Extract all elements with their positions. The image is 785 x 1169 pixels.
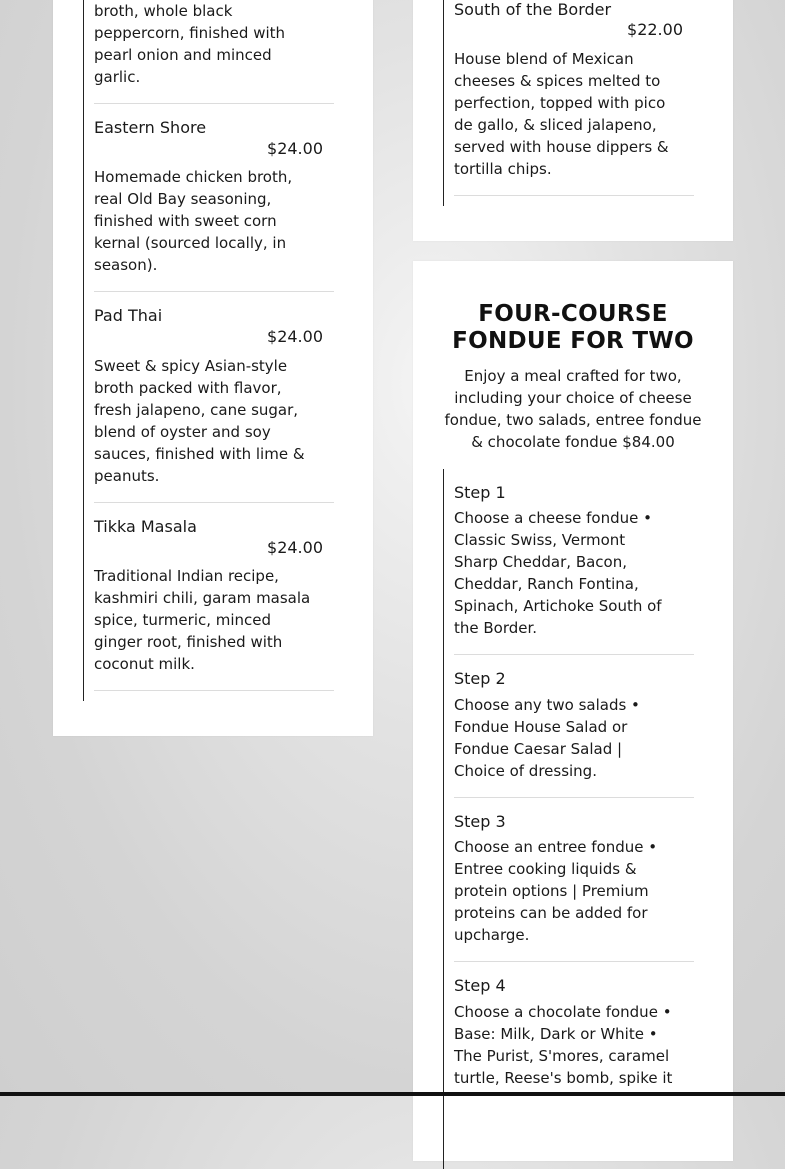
- vertical-rule: [443, 469, 444, 1169]
- menu-card-left: [53, 0, 373, 736]
- fondue-step: [454, 483, 694, 653]
- divider: [454, 797, 694, 798]
- item-price: $24.00: [267, 327, 323, 346]
- item-description: Sweet & spicy Asian-style broth packed with flavor, fresh jalapeno, cane sugar, blend of oyster and soy sauces, finished with lime & peanuts.: [94, 357, 305, 485]
- item-description: Homemade chicken broth, real Old Bay seasoning, finished with sweet corn kernal (sourced locally, in season).: [94, 168, 293, 274]
- divider: [94, 690, 334, 691]
- divider: [94, 103, 334, 104]
- vertical-rule: [443, 0, 444, 206]
- item-price: $22.00: [627, 20, 683, 39]
- menu-item: [94, 118, 334, 274]
- fondue-step: [454, 976, 694, 1106]
- divider: [454, 195, 694, 196]
- divider: [454, 961, 694, 962]
- fondue-step: [454, 669, 694, 789]
- menu-item: [94, 306, 334, 485]
- divider: [94, 291, 334, 292]
- fondue-intro: Enjoy a meal crafted for two, including your choice of cheese fondue, two salads, entree fondue & chocolate fondue $84.00: [444, 367, 702, 451]
- step-description: Choose a chocolate fondue • Base: Milk, Dark or White • The Purist, S'mores, caramel turtle, Reese's bomb, spike it: [454, 1003, 673, 1087]
- fondue-title-line2: FONDUE FOR TWO: [452, 328, 694, 354]
- step-title: Step 3: [454, 812, 506, 831]
- divider: [454, 654, 694, 655]
- menu-item: [94, 517, 334, 673]
- step-title: Step 4: [454, 976, 506, 995]
- item-description: broth, whole black peppercorn, finished with pearl onion and minced garlic.: [94, 2, 286, 86]
- fondue-for-two-card: [413, 261, 733, 1161]
- item-name: Pad Thai: [94, 306, 163, 325]
- step-title: Step 1: [454, 483, 506, 502]
- bottom-edge-bar: [0, 1092, 785, 1096]
- step-description: Choose a cheese fondue • Classic Swiss, Vermont Sharp Cheddar, Bacon, Cheddar, Ranch Fontina, Spinach, Artichoke South of the Border.: [454, 509, 662, 637]
- menu-item-partial: [94, 0, 334, 88]
- divider: [94, 502, 334, 503]
- menu-item: [454, 0, 694, 180]
- item-name: Eastern Shore: [94, 118, 207, 137]
- item-name: South of the Border: [454, 0, 612, 19]
- fondue-step: [454, 812, 694, 952]
- menu-card-right-top: [413, 0, 733, 241]
- step-description: Choose any two salads • Fondue House Salad or Fondue Caesar Salad | Choice of dressing.: [454, 696, 640, 780]
- item-description: House blend of Mexican cheeses & spices melted to perfection, topped with pico de gallo, & sliced jalapeno, served with house dippers & tortilla chips.: [454, 50, 669, 178]
- fondue-title-line1: FOUR-COURSE: [478, 301, 668, 327]
- item-description: Traditional Indian recipe, kashmiri chili, garam masala spice, turmeric, minced ginger root, finished with coconut milk.: [94, 567, 311, 673]
- item-price: $24.00: [267, 538, 323, 557]
- step-title: Step 2: [454, 669, 506, 688]
- step-description: Choose an entree fondue • Entree cooking liquids & protein options | Premium proteins can be added for upcharge.: [454, 838, 658, 944]
- item-price: $24.00: [267, 139, 323, 158]
- item-name: Tikka Masala: [94, 517, 197, 536]
- vertical-rule: [83, 0, 84, 701]
